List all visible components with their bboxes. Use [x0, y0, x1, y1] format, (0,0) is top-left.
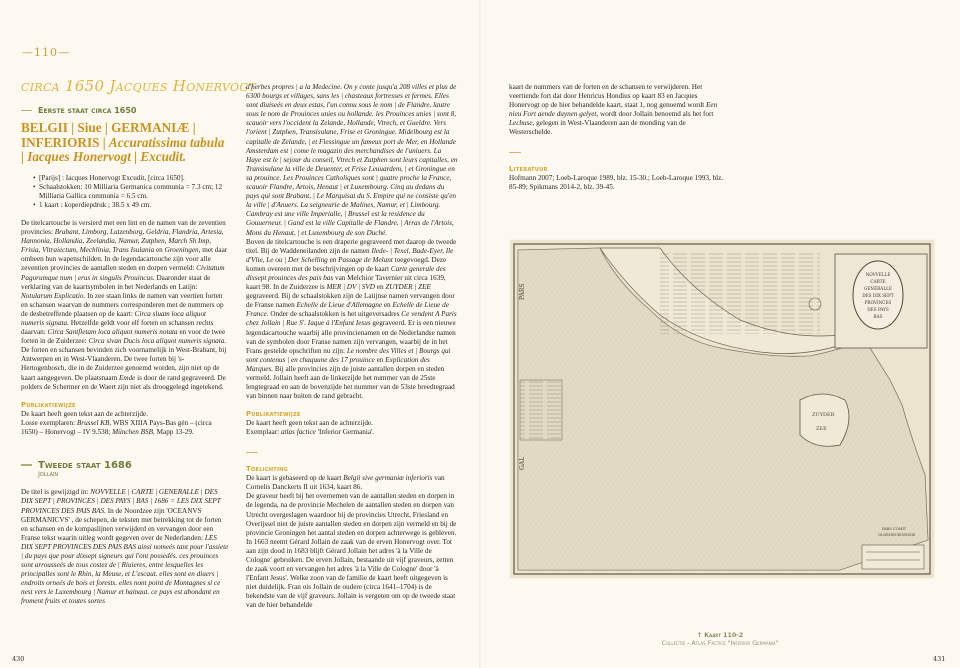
- caption-subtitle: Collectie - Atlas Factice "Inferior Germania": [661, 640, 779, 647]
- map-illustration: [510, 240, 934, 578]
- italic-text-segment: Circa Santfletam loca aliquot numeris notata: [47, 328, 178, 337]
- state-2-description: [21, 488, 229, 606]
- state-2-description-cont: [246, 238, 458, 402]
- text-segment: toegevoegd. Deze komen overeen met de beschrijvingen op de kaart: [246, 255, 447, 273]
- italic-text-segment: Civitatum Pagorumque num | erus in singulis Prouincus.: [21, 264, 225, 282]
- italic-text-segment: Ilede- | Texel, Bade-Eyer, Ile d'Vlie, Le ou | Der Schelling: [246, 246, 454, 264]
- cartouche-line: DES DIX SEPT: [862, 293, 894, 298]
- italic-text-segment: NOVVELLE | CARTE | GENERALLE | DES DIX SEPT | PROVINCES | DES PAYS | BAS | 1686 = LES DIX SEPT PROVINCES DES PAIS BAS.: [21, 488, 221, 515]
- text-segment: gegraveerd. Bij de schaalstokken zijn de Latijnse namen vervangen door de Franse namen: [246, 292, 455, 310]
- text-segment: Boven de titelcartouche is een draperie gegraveerd met daarop de tweede titel. Bij de Waddeneilanden zijn de namen: [246, 237, 457, 255]
- cartouche-line: DES PAYS: [867, 307, 889, 312]
- figure-caption: [600, 632, 840, 648]
- italic-text-segment: MER | DV | SVD: [326, 283, 375, 292]
- text-segment: gelegen in West-Vlaanderen aan de monding van de Westerschelde.: [509, 119, 686, 137]
- bullet-scale: • Schaalstokken: 10 Milliaria Germanica communia = 7.3 cm; 12 Milliaria Gallica communia = 6.5 cm.: [39, 183, 229, 201]
- italic-text-segment: Le nombre des Villes et | Bourgs qui sont contenus | en chaquune des 17 prouince: [246, 346, 451, 364]
- notes-label: Toelichting: [246, 465, 289, 474]
- text-segment: en: [154, 246, 165, 255]
- zuiderzee-label-3: ZEE: [816, 426, 827, 432]
- text-segment: De titelcartouche is versierd met een lint en de namen van de zeventien provincies:: [21, 218, 226, 237]
- text-segment: en: [382, 301, 393, 310]
- zuiderzee-label-1: ZUYDER: [812, 412, 835, 418]
- text-segment: Onder de schaalstokken is het uitgeversadres: [268, 310, 402, 319]
- text-segment: , met daar omheen hun wapenschilden. In de legendacartouche zijn voor alle zeventien provincies de aantallen steden en dorpen vermeld:: [21, 246, 228, 273]
- italic-text-segment: atlas factice: [280, 428, 316, 437]
- publication-label: Publikatiewijze: [246, 410, 301, 419]
- text-segment: In de Noordzee zijn 'OCEANVS GERMANICVS' , de schepen, de teksten met betrekking tot de forten en schansen en de kompaslijnen verwijderd en vervangen door een Franse tekst waarin uitleg wordt gegeven over de Nederlanden:: [21, 506, 222, 542]
- label-pars-comit: PARS COMIT: [882, 527, 907, 531]
- italic-text-segment: Emde: [118, 373, 136, 382]
- label-oldenburg: OLDENBURGENSIS: [878, 533, 916, 537]
- legend-cartouche: [520, 380, 562, 440]
- page-number-left: 430: [12, 655, 25, 663]
- margin-label-pars: PARS: [519, 283, 526, 300]
- page-number-right: 431: [933, 655, 946, 663]
- italic-text-segment: Ce vendent A Paris chez Jollain | Rue S'. Iaque à l'Enfant Iesus: [246, 310, 457, 328]
- publication-line: De kaart heeft geen tekst aan de achterzijde.: [21, 409, 148, 418]
- text-segment: 'Inferior Germania'.: [315, 428, 375, 437]
- italic-text-segment: Explication des Marques.: [246, 355, 430, 373]
- literature-text: Hofmann 2007; Loeb-Laroque 1989, blz. 15-30.; Loeb-Laroque 1993, blz. 85-89; Spikmans 2014-2, blz. 39-45.: [509, 174, 724, 192]
- publication-label: Publikatiewijze: [21, 400, 76, 409]
- state-2-subheading: Jollain: [38, 470, 59, 479]
- italic-text-segment: Groeningen: [164, 246, 199, 255]
- title-cartouche: [835, 254, 927, 348]
- publication-line: De kaart heeft geen tekst aan de achterzijde.: [246, 419, 373, 428]
- text-segment: kaart de nummers van de forten en de schansen te verwijderen. Het veertiende fort dat door Henricus Hondius op kaart 83 en Jacques Honervogt op de hier behandelde kaart, staat 1, nog genoemd wordt: [509, 83, 706, 110]
- text-segment: BELGII | Siue | GERMANIÆ | INFERIORIS |: [21, 120, 196, 150]
- text-segment: De forten en schansen bevinden zich voornamelijk in West-Brabant, bij Antwerpen en in West-Vlaanderen. De twee forten bij 's-Hertogenbosch, die in de Zuiderzee genoemd worden, zijn niet op de kaart aangegeven. De plaatsnaam: [21, 346, 227, 382]
- italic-text-segment: Passage de Melant: [338, 255, 393, 264]
- italic-text-segment: Echelle de Lieue de France.: [246, 301, 449, 319]
- text-segment: en: [374, 355, 386, 364]
- italic-text-segment: Accuratissima tabula | Iacques Honervogt | Excudit.: [21, 134, 225, 165]
- italic-text-segment: Circa sivan Ducis loca aliquot numeris signata.: [88, 337, 227, 346]
- state-2-heading: Tweede staat 1686: [21, 461, 229, 470]
- italic-text-segment: Echelle de Lieue d'Allemagne: [296, 301, 383, 310]
- notes-continuation: [509, 83, 724, 138]
- state-1-map-title: [21, 121, 229, 165]
- text-segment: In zee staan links de namen van veertien forten en schansen waarvan de nummers corresponderen met de nummers op de desbetreffende plaatsen op de kaart:: [21, 291, 224, 318]
- notes-intro: [246, 474, 458, 492]
- text-segment: is door de rand gegraveerd. De polders de Schermer en de Waert zijn niet als drooggelegd ingetekend.: [21, 373, 226, 391]
- italic-text-segment: Een nieu Fort aende duynen gelyet,: [509, 101, 718, 119]
- french-text-continuation: [246, 83, 458, 238]
- cartouche-line: GENERALLE: [864, 286, 892, 291]
- text-segment: gegraveerd. Er is een nieuwe legendacartouche waarbij alle provincienamen en de Nederlandse namen van de symbolen door Franse namen zijn vervangen, waarbij de in het Frans gestelde opschriften nu zijn:: [246, 319, 456, 355]
- map-image: [510, 240, 934, 578]
- bibliographic-bullets: [21, 174, 229, 210]
- text-segment: WBS XIIIA Pays-Bas gén – (circa 1650) – Honervogt – IV 9.538;: [21, 418, 212, 437]
- italic-text-segment: Brussel KB,: [76, 418, 112, 427]
- cartouche-line: BAS: [873, 314, 883, 319]
- bullet-format: • 1 kaart : koperdiepdruk ; 38.5 x 49 cm.: [39, 201, 229, 210]
- text-segment: De titel is gewijzigd in:: [21, 488, 91, 497]
- text-segment: Daaronder staat de verklaring van de kaartsymbolen in het Nederlands en Latijn:: [21, 273, 211, 291]
- italic-text-segment: ZUYDER | ZEE: [385, 283, 431, 292]
- bullet-imprint: • [Parijs] : Iacques Honervogt Excudit, [circa 1650].: [39, 174, 229, 183]
- margin-label-gal: GAL: [519, 456, 526, 470]
- sea-text-block: [660, 252, 820, 334]
- text-segment: wordt door Jollain benoemd als het fort: [598, 110, 714, 119]
- italic-text-segment: Circa sluam loca aliquot numeris signata.: [21, 309, 207, 327]
- state-1-description: [21, 219, 229, 392]
- heading-dash: [21, 110, 32, 112]
- italic-text-segment: Brabant, Limborg, Lutzenborg, Geldria, Flandria, Artesia, Hannonia, Hollandia, Zeelandia, Namur, Zutphen, March Sh Imp, Frisia, Vltraiectum, Mechlinia, Trans Isulania: [21, 228, 224, 255]
- text-segment: Hetzelfde geldt voor elf forten en schansen rechts daarvan:: [21, 319, 214, 337]
- right-column: [509, 83, 724, 192]
- text-segment: en: [374, 283, 386, 292]
- italic-text-segment: d'herbes propres | a la Medecine. On y conte jusqu'a 208 villes et plus de 6300 bourgs et villages, sans les | chasteaux fortresses et fermes. Elles sont diuiseés en deux estas, l'un connu sous le nom | de Flandre, lautre sous le nom de Prouinces unies ou hollande. les Prouinces unies | sont 8, scauoir vers l'occident la Zelande, Hollande, Vtrech, et Gueldre. Vers l'orient | Zutphen, Transisulane, Frise et Groningue. Midelbourg est la capitalle de Zelande, | et Flessingue un fameux port de Mer, en Hollande Amsterdam est | come le magazin des merchandises de l'uniuers. La Haye est le | sejour du conseil, Vtrech et Zutphen sont leurs capitalles, en Transisulane la ville de Deuenter, et Frise Leuuardem, | et Groningue en sa prouince. Les Prouinces Catholiques sont | quatre proche la France, scauoir Flandre, Artois, Henaut | et Luxembourg. Cinq au dedans du pays qui sont Brabant, | Le Marquisat du S. Empire qui ne consiste qu'en la ville | d'Anuers. La seigneurie de Malines, Namur, et | Limbourg. Cambray est une ville Imperialle, | Brussel est la residence du Gouuerneur. | Gand est la ville Capitalle de Flandre, | Arras de l'Artois, Mons du Henaut, | et Luxembourg de son Duché.: [246, 83, 458, 237]
- entry-number: —110—: [22, 46, 70, 59]
- cartouche-line: CARTE: [870, 279, 886, 284]
- section-divider: [246, 452, 258, 454]
- text-segment: van Cornelis Danckerts II uit 1634, kaart 86.: [246, 474, 445, 492]
- scale-cartouche: [862, 545, 924, 569]
- entry-title: circa 1650 Jacques Honervogt: [21, 77, 257, 95]
- zuiderzee: [800, 394, 849, 446]
- gutter: [479, 0, 481, 668]
- state-1-heading: Eerste staat circa 1650: [21, 106, 229, 115]
- text-segment: De kaart is gebaseerd op de kaart: [246, 474, 344, 483]
- section-divider: [509, 152, 521, 154]
- italic-text-segment: Belgii sive germaniæ inferioris: [343, 474, 433, 483]
- middle-column: [246, 83, 458, 611]
- text-segment: Losse exemplaren:: [21, 418, 77, 427]
- italic-text-segment: Lechuse,: [509, 119, 535, 128]
- text-segment: Exemplaar:: [246, 428, 281, 437]
- literature-label: Literatuur: [509, 165, 548, 174]
- publication-copy: [246, 428, 458, 437]
- italic-text-segment: LES DIX SEPT PROVINCES DES PAIS BAS ainsi nomeés tant pour l'assiete | du pays que pour dixsept signeurs qui l'ont possedés. ces prouinces sont arrousseés de tous costez de | Riuieres, entre lesquelles les principalles sont le Rhin, la Meuse, et L'escaut. elles sont en diuers | endroits orneés de bois et forests. elles nont point de Montagnes si ce nest vers le Luxembourg | Namur et hainaut. ce pays est abondant en froment fruits et toutes sortes: [21, 533, 229, 606]
- italic-text-segment: München BSB,: [112, 428, 155, 437]
- text-segment: van Melchior Tavernier uit circa 1639, kaart 98. In de Zuiderzee is: [246, 273, 446, 292]
- italic-text-segment: Carte generale des dixsept prouinces des pais bas: [246, 264, 446, 282]
- caption-title: ↑ Kaart 110-2: [696, 632, 744, 639]
- publication-copies: [21, 419, 229, 437]
- cartouche-line: PROVINCES: [864, 300, 892, 305]
- left-column: [21, 106, 229, 607]
- text-segment: Bij alle provincies zijn de juiste aantallen dorpen en steden vermeld. Jollain heeft aan de linkerzijde het nummer van de 25ste lengtegraad en aan de bovenzijde het nummer van de 53ste breedtegraad van binnen naar buiten de rand gebracht.: [246, 364, 455, 401]
- text-segment: Mapp 13-29.: [154, 428, 194, 437]
- italic-text-segment: Notularum Explicatio.: [21, 291, 86, 300]
- cartouche-line: NOVVELLE: [865, 272, 891, 277]
- text-segment: en voor de twee forten in de Zuiderzee:: [21, 328, 226, 346]
- heading-dash: [21, 464, 32, 466]
- notes-body: De graveur heeft bij het overnemen van de aantallen steden en dorpen in de legenda, na de provincie Mechelen de aantallen steden en dorpen van Utrecht overgeslagen waardoor bij de provincies Utrecht, Friesland en Overijssel niet de juiste aantallen steden en dorpen zijn vermeld en bij de provincie Groningen het aantal steden en dorpen achterwege is gebleven. In 1663 neemt Gérard Jollain de zaak van de erven Honervogt over. Tot aan zijn dood in 1683 blijft Gérard Jollain het adres 'à la Ville de Cologne' gebruiken. De erven Jollain, bestaande uit vijf graveurs, zetten de zaak voort en vervangen het adres 'à la Ville de Cologne' door 'à l'Enfant Jesus'. Welke zoon van de familie de kaart heeft uitgegeven is niet duidelijk. Fran ois Jollain de oudere (circa 1641–1704) is de bekendste van de vijf graveurs. Jollain is vergeten om op de tweede staat van de hier behandelde: [246, 492, 457, 610]
- text-segment: en: [327, 255, 339, 264]
